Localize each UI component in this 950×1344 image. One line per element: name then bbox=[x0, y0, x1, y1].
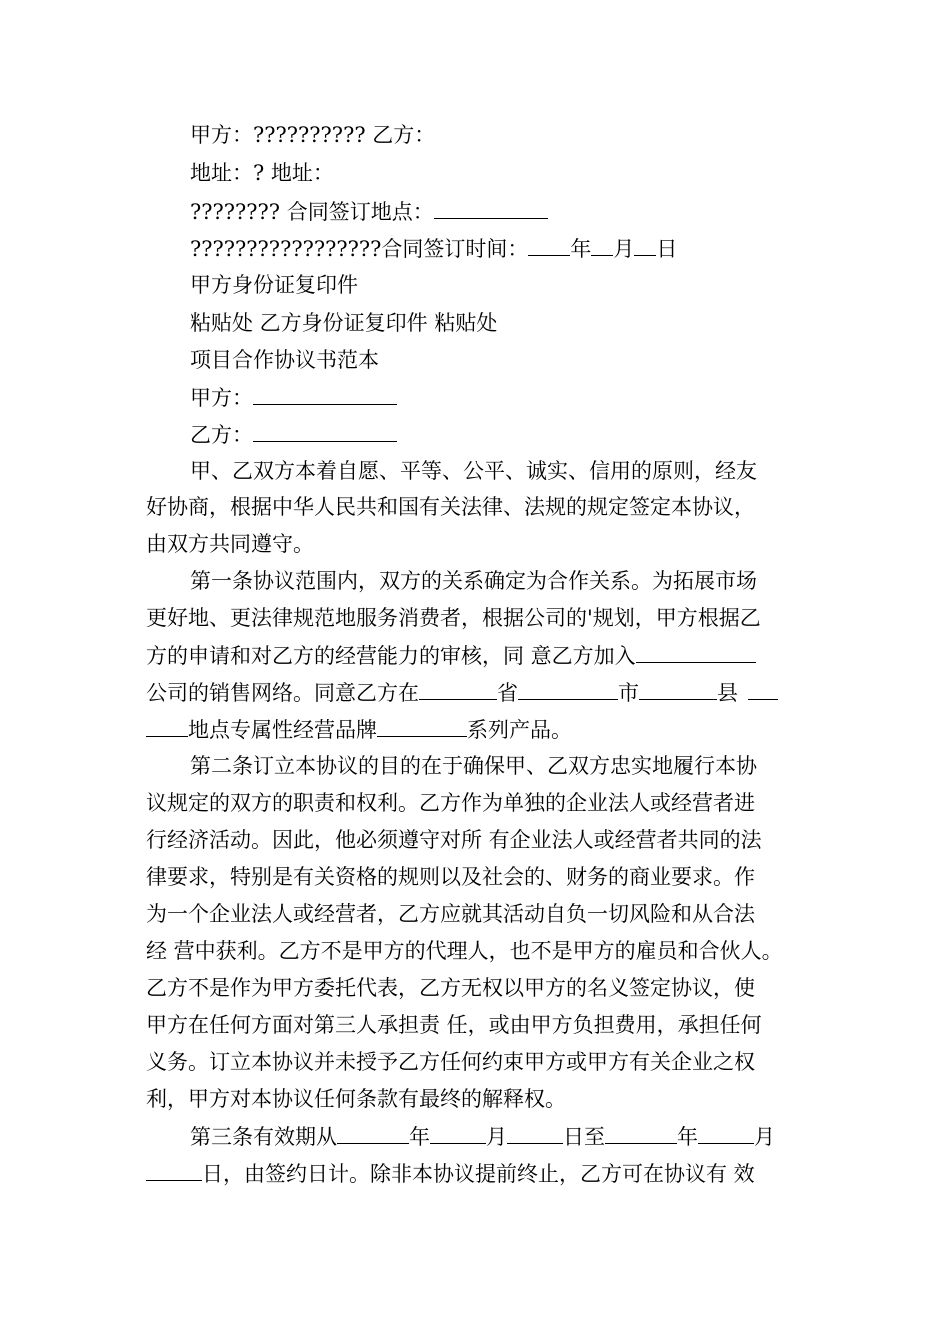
product-series-blank bbox=[377, 714, 467, 737]
start-year-label: 年 bbox=[409, 1125, 430, 1149]
header-line-id-b bbox=[190, 308, 497, 338]
article2-line-2 bbox=[146, 788, 755, 818]
document-title bbox=[190, 345, 379, 375]
start-day-label: 日至 bbox=[563, 1125, 605, 1149]
end-month-label: 月 bbox=[754, 1125, 775, 1149]
start-year-blank bbox=[337, 1121, 409, 1144]
article2-text-3: 行经济活动。因此，他必须遵守对所 有企业法人或经营者共同的法 bbox=[146, 828, 762, 852]
location-blank-start bbox=[748, 677, 778, 700]
article2-text-1: 第二条订立本协议的目的在于确保甲、乙双方忠实地履行本协 bbox=[190, 754, 757, 778]
intro-text-2: 好协商，根据中华人民共和国有关法律、法规的规定签定本协议， bbox=[146, 495, 755, 519]
article1-text-5b: 系列产品。 bbox=[467, 718, 572, 742]
id-copy-b-text: 粘贴处 乙方身份证复印件 粘贴处 bbox=[190, 311, 498, 335]
article2-line-3 bbox=[146, 825, 762, 855]
article3-line-2 bbox=[146, 1158, 755, 1189]
article2-text-4: 律要求，特别是有关资格的规则以及社会的、财务的商业要求。作 bbox=[146, 865, 755, 889]
article2-line-10 bbox=[146, 1084, 566, 1114]
article2-line-6 bbox=[146, 936, 783, 966]
article2-text-5: 为一个企业法人或经营者，乙方应就其活动自负一切风险和从合法 bbox=[146, 902, 755, 926]
article3-line-1 bbox=[190, 1121, 775, 1152]
party-b-blank bbox=[253, 419, 397, 442]
end-day-blank bbox=[146, 1158, 202, 1181]
article2-line-1 bbox=[190, 751, 757, 781]
header-line-sign-place bbox=[190, 196, 548, 227]
location-blank-end bbox=[146, 714, 188, 737]
article2-text-6: 经 营中获利。乙方不是甲方的代理人，也不是甲方的雇员和合伙人。 bbox=[146, 939, 783, 963]
city-blank bbox=[518, 677, 618, 700]
document-title-text: 项目合作协议书范本 bbox=[190, 348, 379, 372]
id-copy-a-text: 甲方身份证复印件 bbox=[190, 273, 358, 297]
article1-text-4: 公司的销售网络。同意乙方在 bbox=[146, 681, 419, 705]
article2-text-8: 甲方在任何方面对第三人承担责 任，或由甲方负担费用，承担任何 bbox=[146, 1013, 762, 1037]
start-day-blank bbox=[507, 1121, 563, 1144]
article1-line-5 bbox=[146, 714, 572, 745]
party-a-label: 甲方： bbox=[190, 386, 253, 410]
article2-line-5 bbox=[146, 899, 755, 929]
county-blank bbox=[639, 677, 717, 700]
article1-text-2: 更好地、更法律规范地服务消费者，根据公司的'规划，甲方根据乙 bbox=[146, 606, 761, 630]
header-parties-text: 甲方：?????????? 乙方： bbox=[190, 123, 436, 147]
article1-line-3 bbox=[146, 640, 756, 671]
article1-line-4 bbox=[146, 677, 778, 708]
sign-month-label: 月 bbox=[613, 237, 635, 261]
city-label: 市 bbox=[618, 681, 639, 705]
article1-text-5: 地点专属性经营品牌 bbox=[188, 718, 377, 742]
end-year-blank bbox=[605, 1121, 677, 1144]
header-line-address bbox=[190, 158, 334, 188]
party-a-line bbox=[190, 382, 397, 413]
intro-line-3 bbox=[146, 529, 314, 559]
start-month-blank bbox=[430, 1121, 486, 1144]
end-year-label: 年 bbox=[677, 1125, 698, 1149]
sign-day-label: 日 bbox=[656, 237, 678, 261]
intro-text-1: 甲、乙双方本着自愿、平等、公平、诚实、信用的原则，经友 bbox=[190, 459, 757, 483]
party-b-label: 乙方： bbox=[190, 423, 253, 447]
sign-place-blank bbox=[434, 196, 548, 219]
sign-day-blank bbox=[634, 233, 656, 256]
article3-text-1: 第三条有效期从 bbox=[190, 1125, 337, 1149]
sign-place-label: ???????? 合同签订地点： bbox=[190, 200, 434, 224]
article1-line-2 bbox=[146, 603, 761, 633]
sign-year-label: 年 bbox=[570, 237, 592, 261]
article2-line-7 bbox=[146, 973, 755, 1003]
article1-text-3: 方的申请和对乙方的经营能力的审核，同 意乙方加入 bbox=[146, 644, 636, 668]
article2-line-8 bbox=[146, 1010, 762, 1040]
party-b-line bbox=[190, 419, 397, 450]
article1-line-1 bbox=[190, 566, 757, 596]
join-company-blank bbox=[636, 640, 756, 663]
end-month-blank bbox=[698, 1121, 754, 1144]
article2-text-10: 利，甲方对本协议任何条款有最终的解释权。 bbox=[146, 1087, 566, 1111]
county-label: 县 bbox=[717, 681, 738, 705]
party-a-blank bbox=[253, 382, 397, 405]
article2-text-2: 议规定的双方的职责和权利。乙方作为单独的企业法人或经营者进 bbox=[146, 791, 755, 815]
article2-text-7: 乙方不是作为甲方委托代表，乙方无权以甲方的名义签定协议，使 bbox=[146, 976, 755, 1000]
intro-line-2 bbox=[146, 492, 755, 522]
header-line-sign-time bbox=[190, 233, 677, 264]
sign-year-blank bbox=[528, 233, 570, 256]
header-line-parties bbox=[190, 120, 435, 150]
intro-line-1 bbox=[190, 456, 757, 486]
header-line-id-a bbox=[190, 270, 358, 300]
province-label: 省 bbox=[497, 681, 518, 705]
intro-text-3: 由双方共同遵守。 bbox=[146, 532, 314, 556]
sign-time-label: ?????????????????合同签订时间： bbox=[190, 237, 529, 261]
article2-line-4 bbox=[146, 862, 755, 892]
header-address-text: 地址：? 地址： bbox=[190, 161, 334, 185]
sign-month-blank bbox=[591, 233, 613, 256]
start-month-label: 月 bbox=[486, 1125, 507, 1149]
article2-line-9 bbox=[146, 1047, 755, 1077]
article3-text-2: 日，由签约日计。除非本协议提前终止，乙方可在协议有 效 bbox=[202, 1162, 755, 1186]
article1-text-1: 第一条协议范围内，双方的关系确定为合作关系。为拓展市场 bbox=[190, 569, 757, 593]
article2-text-9: 义务。订立本协议并未授予乙方任何约束甲方或甲方有关企业之权 bbox=[146, 1050, 755, 1074]
province-blank bbox=[419, 677, 497, 700]
